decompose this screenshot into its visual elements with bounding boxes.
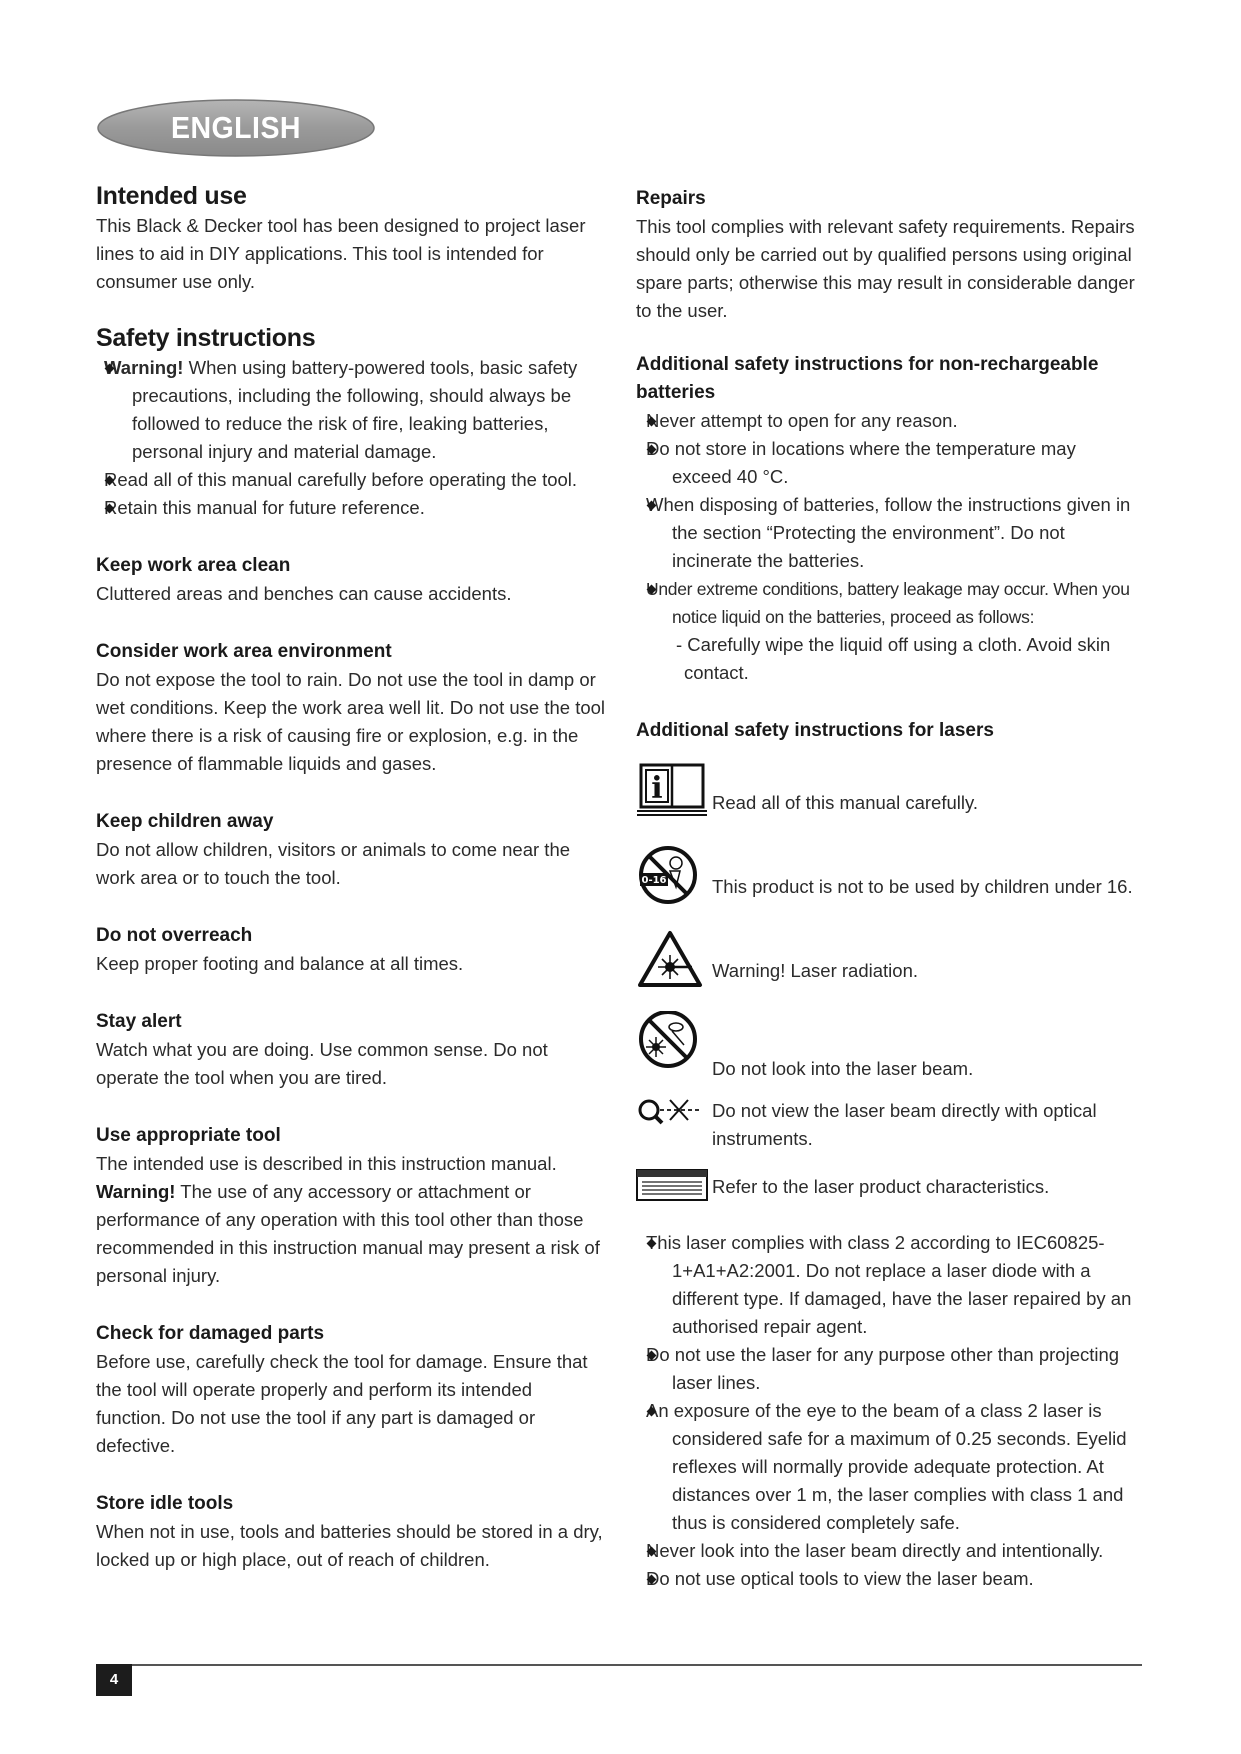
section-heading: Keep children away xyxy=(96,811,274,832)
section-text: The intended use is described in this instruction manual. xyxy=(96,1153,557,1174)
section-heading: Additional safety instructions for lasers xyxy=(636,720,994,741)
symbol-row xyxy=(636,1011,1136,1095)
symbol-text: Refer to the laser product characteristics. xyxy=(712,1176,1050,1197)
section-text: Do not expose the tool to rain. Do not use the tool in damp or wet conditions. Keep the work area well lit. Do not use the tool where there is a risk of causing fire or explosion, e.g. in the presence of flammable liquids and gases. xyxy=(96,669,606,774)
section-heading: Do not overreach xyxy=(96,925,253,946)
bullet-text: When disposing of batteries, follow the instructions given in the section “Protecting the environment”. Do not incinerate the batteries. xyxy=(646,494,1131,571)
no-look-beam-icon xyxy=(636,1011,708,1083)
symbol-row xyxy=(636,1095,1136,1167)
work-area-clean-section xyxy=(96,552,606,608)
list-item xyxy=(636,1397,1136,1537)
symbol-row xyxy=(636,927,1136,1011)
laser-warning-icon xyxy=(636,927,708,999)
section-warning-text xyxy=(96,1178,606,1290)
list-item xyxy=(636,491,1136,575)
language-badge xyxy=(96,98,376,158)
appropriate-tool-section xyxy=(96,1122,606,1290)
symbol-text: Do not view the laser beam directly with optical instruments. xyxy=(712,1100,1097,1149)
idle-tools-section xyxy=(96,1490,606,1574)
symbol-text: Do not look into the laser beam. xyxy=(712,1058,974,1079)
safety-bullets xyxy=(96,354,606,522)
section-heading: Repairs xyxy=(636,188,706,209)
bullet-text: Do not use optical tools to view the laser beam. xyxy=(646,1568,1034,1589)
no-children-icon xyxy=(636,843,708,915)
section-heading: Keep work area clean xyxy=(96,555,291,576)
laser-bullets xyxy=(636,1229,1136,1593)
bullet-text: Do not use the laser for any purpose other than projecting laser lines. xyxy=(646,1344,1120,1393)
list-item xyxy=(636,1341,1136,1397)
stay-alert-section xyxy=(96,1008,606,1092)
list-item xyxy=(96,466,606,494)
list-item xyxy=(636,407,1136,435)
section-heading: Check for damaged parts xyxy=(96,1323,325,1344)
section-text: This tool complies with relevant safety requirements. Repairs should only be carried out by qualified persons using original spare parts; otherwise this may result in considerable danger to the user. xyxy=(636,216,1135,321)
intended-use-section xyxy=(96,180,606,296)
section-text: Cluttered areas and benches can cause accidents. xyxy=(96,583,512,604)
section-text: Do not allow children, visitors or animals to come near the work area or to touch the tool. xyxy=(96,839,571,888)
section-text: Before use, carefully check the tool for damage. Ensure that the tool will operate properly and perform its intended function. Do not use the tool if any part is damaged or defective. xyxy=(96,1351,588,1456)
section-heading: Consider work area environment xyxy=(96,641,392,662)
list-item xyxy=(636,1537,1136,1565)
age-label: 0-16 xyxy=(641,875,667,886)
lasers-section xyxy=(636,717,1136,1593)
work-area-environment-section xyxy=(96,638,606,778)
section-text: When not in use, tools and batteries should be stored in a dry, locked up or high place, out of reach of children. xyxy=(96,1521,603,1570)
section-heading: Store idle tools xyxy=(96,1493,234,1514)
symbol-row xyxy=(636,1167,1136,1229)
intended-use-heading: Intended use xyxy=(96,182,247,210)
page-number: 4 xyxy=(96,1664,132,1696)
bullet-text: This laser complies with class 2 according to IEC60825-1+A1+A2:2001. Do not replace a laser diode with a different type. If damaged, have the laser repaired by an authorised repair agent. xyxy=(646,1232,1132,1337)
safety-heading: Safety instructions xyxy=(96,324,316,352)
bullet-text: Under extreme conditions, battery leakage may occur. When you notice liquid on the batteries, proceed as follows: xyxy=(646,579,1130,627)
intended-use-text: This Black & Decker tool has been designed to project laser lines to aid in DIY applications. This tool is intended for consumer use only. xyxy=(96,215,586,292)
bullet-text: When using battery-powered tools, basic safety precautions, including the following, should always be followed to reduce the risk of fire, leaking batteries, personal injury and material damage. xyxy=(132,357,578,462)
section-heading: Stay alert xyxy=(96,1011,182,1032)
manual-icon xyxy=(636,759,708,831)
right-column xyxy=(636,185,1136,1593)
bullet-text: An exposure of the eye to the beam of a class 2 laser is considered safe for a maximum of 0.25 seconds. Eyelid reflexes will normally provide adequate protection. At distances over 1 m, the laser complies with class 1 and thus is considered completely safe. xyxy=(646,1400,1127,1533)
section-heading: Use appropriate tool xyxy=(96,1125,281,1146)
list-item xyxy=(636,435,1136,491)
list-item xyxy=(96,494,606,522)
list-item xyxy=(636,1229,1136,1341)
svg-text:i: i xyxy=(651,771,663,806)
repairs-section xyxy=(636,185,1136,325)
no-optical-icon xyxy=(636,1095,708,1167)
warning-label: Warning! xyxy=(104,357,184,378)
bullet-text: Retain this manual for future reference. xyxy=(104,497,425,518)
section-text: Watch what you are doing. Use common sense. Do not operate the tool when you are tired. xyxy=(96,1039,548,1088)
bullet-text: Do not store in locations where the temperature may exceed 40 °C. xyxy=(646,438,1076,487)
symbol-text: This product is not to be used by children under 16. xyxy=(712,876,1133,897)
symbol-text: Warning! Laser radiation. xyxy=(712,960,919,981)
warning-text: The use of any accessory or attachment or performance of any operation with this tool other than those recommended in this instruction manual may present a risk of personal injury. xyxy=(96,1181,600,1286)
language-label: ENGLISH xyxy=(170,110,301,145)
bullet-text: Never look into the laser beam directly and intentionally. xyxy=(646,1540,1104,1561)
overreach-section xyxy=(96,922,606,978)
footer-divider xyxy=(96,1664,1142,1666)
list-item xyxy=(636,575,1136,631)
left-column xyxy=(96,180,606,1604)
damaged-parts-section xyxy=(96,1320,606,1460)
bullet-text: Read all of this manual carefully before operating the tool. xyxy=(104,469,578,490)
sub-item: - Carefully wipe the liquid off using a cloth. Avoid skin contact. xyxy=(676,634,1111,683)
list-item xyxy=(96,354,606,466)
section-text: Keep proper footing and balance at all times. xyxy=(96,953,464,974)
batteries-bullets xyxy=(636,407,1136,631)
warning-label: Warning! xyxy=(96,1181,176,1202)
symbol-text: Read all of this manual carefully. xyxy=(712,792,978,813)
safety-section xyxy=(96,322,606,522)
batteries-section xyxy=(636,351,1136,687)
bullet-text: Never attempt to open for any reason. xyxy=(646,410,958,431)
symbol-row xyxy=(636,759,1136,843)
list-item xyxy=(636,1565,1136,1593)
section-heading: Additional safety instructions for non-rechargeable batteries xyxy=(636,354,1099,403)
symbol-row xyxy=(636,843,1136,927)
children-away-section xyxy=(96,808,606,892)
